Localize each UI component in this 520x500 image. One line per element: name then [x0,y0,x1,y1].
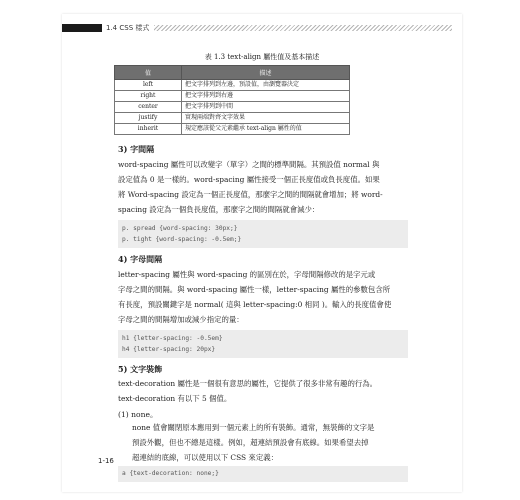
paragraph-line: text-decoration 屬性是一個很有意思的屬性，它提供了很多非常有趣的行為。 [118,379,378,388]
heading-letter-spacing: 4) 字母間隔 [118,254,163,264]
paragraph-line: letter-spacing 屬性與 word-spacing 的區別在於，字母間隔修改的是字元或 [118,270,376,279]
paragraph-line: spacing 設定為一個負長度值，那麼字之間的間隔就會減少： [118,205,320,214]
code-line: a {text-decoration: none;} [122,470,219,477]
header-hatch [154,25,452,31]
section-title: 1.4 CSS 樣式 [106,24,150,32]
paragraph-line: 預設外觀，但也不總是這樣。例如，超連結預設會有底線。如果希望去掉 [132,438,369,447]
table-caption: 表 1.3 text-align 屬性值及基本描述 [204,53,320,61]
table-cell: 把文字排列到中間 [182,102,350,113]
code-block-word-spacing [118,220,408,248]
subheading-none: (1) none。 [118,410,158,419]
table-cell: 把文字排列到左邊，預設值，由瀏覽器決定 [182,80,350,91]
book-page [62,14,462,492]
table-row [115,80,350,91]
table-cell: left [115,80,182,91]
paragraph-line: 字母之間的間隔增加或減少指定的量： [118,315,244,324]
table-cell: right [115,91,182,102]
code-block-text-decoration [118,466,408,482]
paragraph-line: 設定值為 0 是一樣的。word-spacing 屬性接受一個正長度值或負長度值。如果 [118,175,380,184]
table-header-row [115,66,350,80]
running-header [62,24,462,34]
paragraph-word-spacing [118,157,406,217]
table-cell: 實現兩端對齊文字效果 [182,113,350,124]
header-bar [62,24,102,32]
heading-word-spacing: 3) 字間隔 [118,144,155,154]
code-line: p. spread {word-spacing: 30px;} [122,225,238,232]
code-line: h4 {letter-spacing: 20px} [122,346,216,353]
paragraph-line: 超連結的底線，可以使用以下 CSS 來定義： [132,453,278,462]
table-row [115,91,350,102]
table-cell: 把文字排列到右邊 [182,91,350,102]
paragraph-line: 有長度，預設關鍵字是 normal( 這與 letter-spacing:0 相同 )。輸入的長度值會使 [118,300,392,309]
paragraph-none [132,420,408,465]
paragraph-line: word-spacing 屬性可以改變字（單字）之間的標準間隔。其預設值 normal 與 [118,160,380,169]
table-cell: center [115,102,182,113]
table-cell: justify [115,113,182,124]
paragraph-letter-spacing [118,267,406,327]
table-cell: 規定應該從父元素繼承 text-align 屬性的值 [182,124,350,135]
text-align-table [114,65,350,135]
heading-text-decoration: 5) 文字裝飾 [118,364,163,374]
table-row [115,124,350,135]
paragraph-line: text-decoration 有以下 5 個值。 [118,394,232,403]
paragraph-line: none 值會關閉原本應用到一個元素上的所有裝飾。通常，無裝飾的文字是 [132,423,375,432]
code-block-letter-spacing [118,330,408,358]
paragraph-line: 將 Word-spacing 設定為一個正長度值，那麼字之間的間隔就會增加；將 word- [118,190,383,199]
paragraph-text-decoration [118,376,406,406]
table-cell: inherit [115,124,182,135]
paragraph-line: 字母之間的間隔。與 word-spacing 屬性一樣，letter-spacing 屬性的參數包含所 [118,285,391,294]
code-line: h1 {letter-spacing: -0.5em} [122,335,223,342]
table-header-description: 描述 [182,66,350,80]
code-line: p. tight {word-spacing: -0.5em;} [122,236,242,243]
table-row [115,102,350,113]
table-header-value: 值 [115,66,182,80]
page-number: 1-16 [98,457,114,465]
table-row [115,113,350,124]
